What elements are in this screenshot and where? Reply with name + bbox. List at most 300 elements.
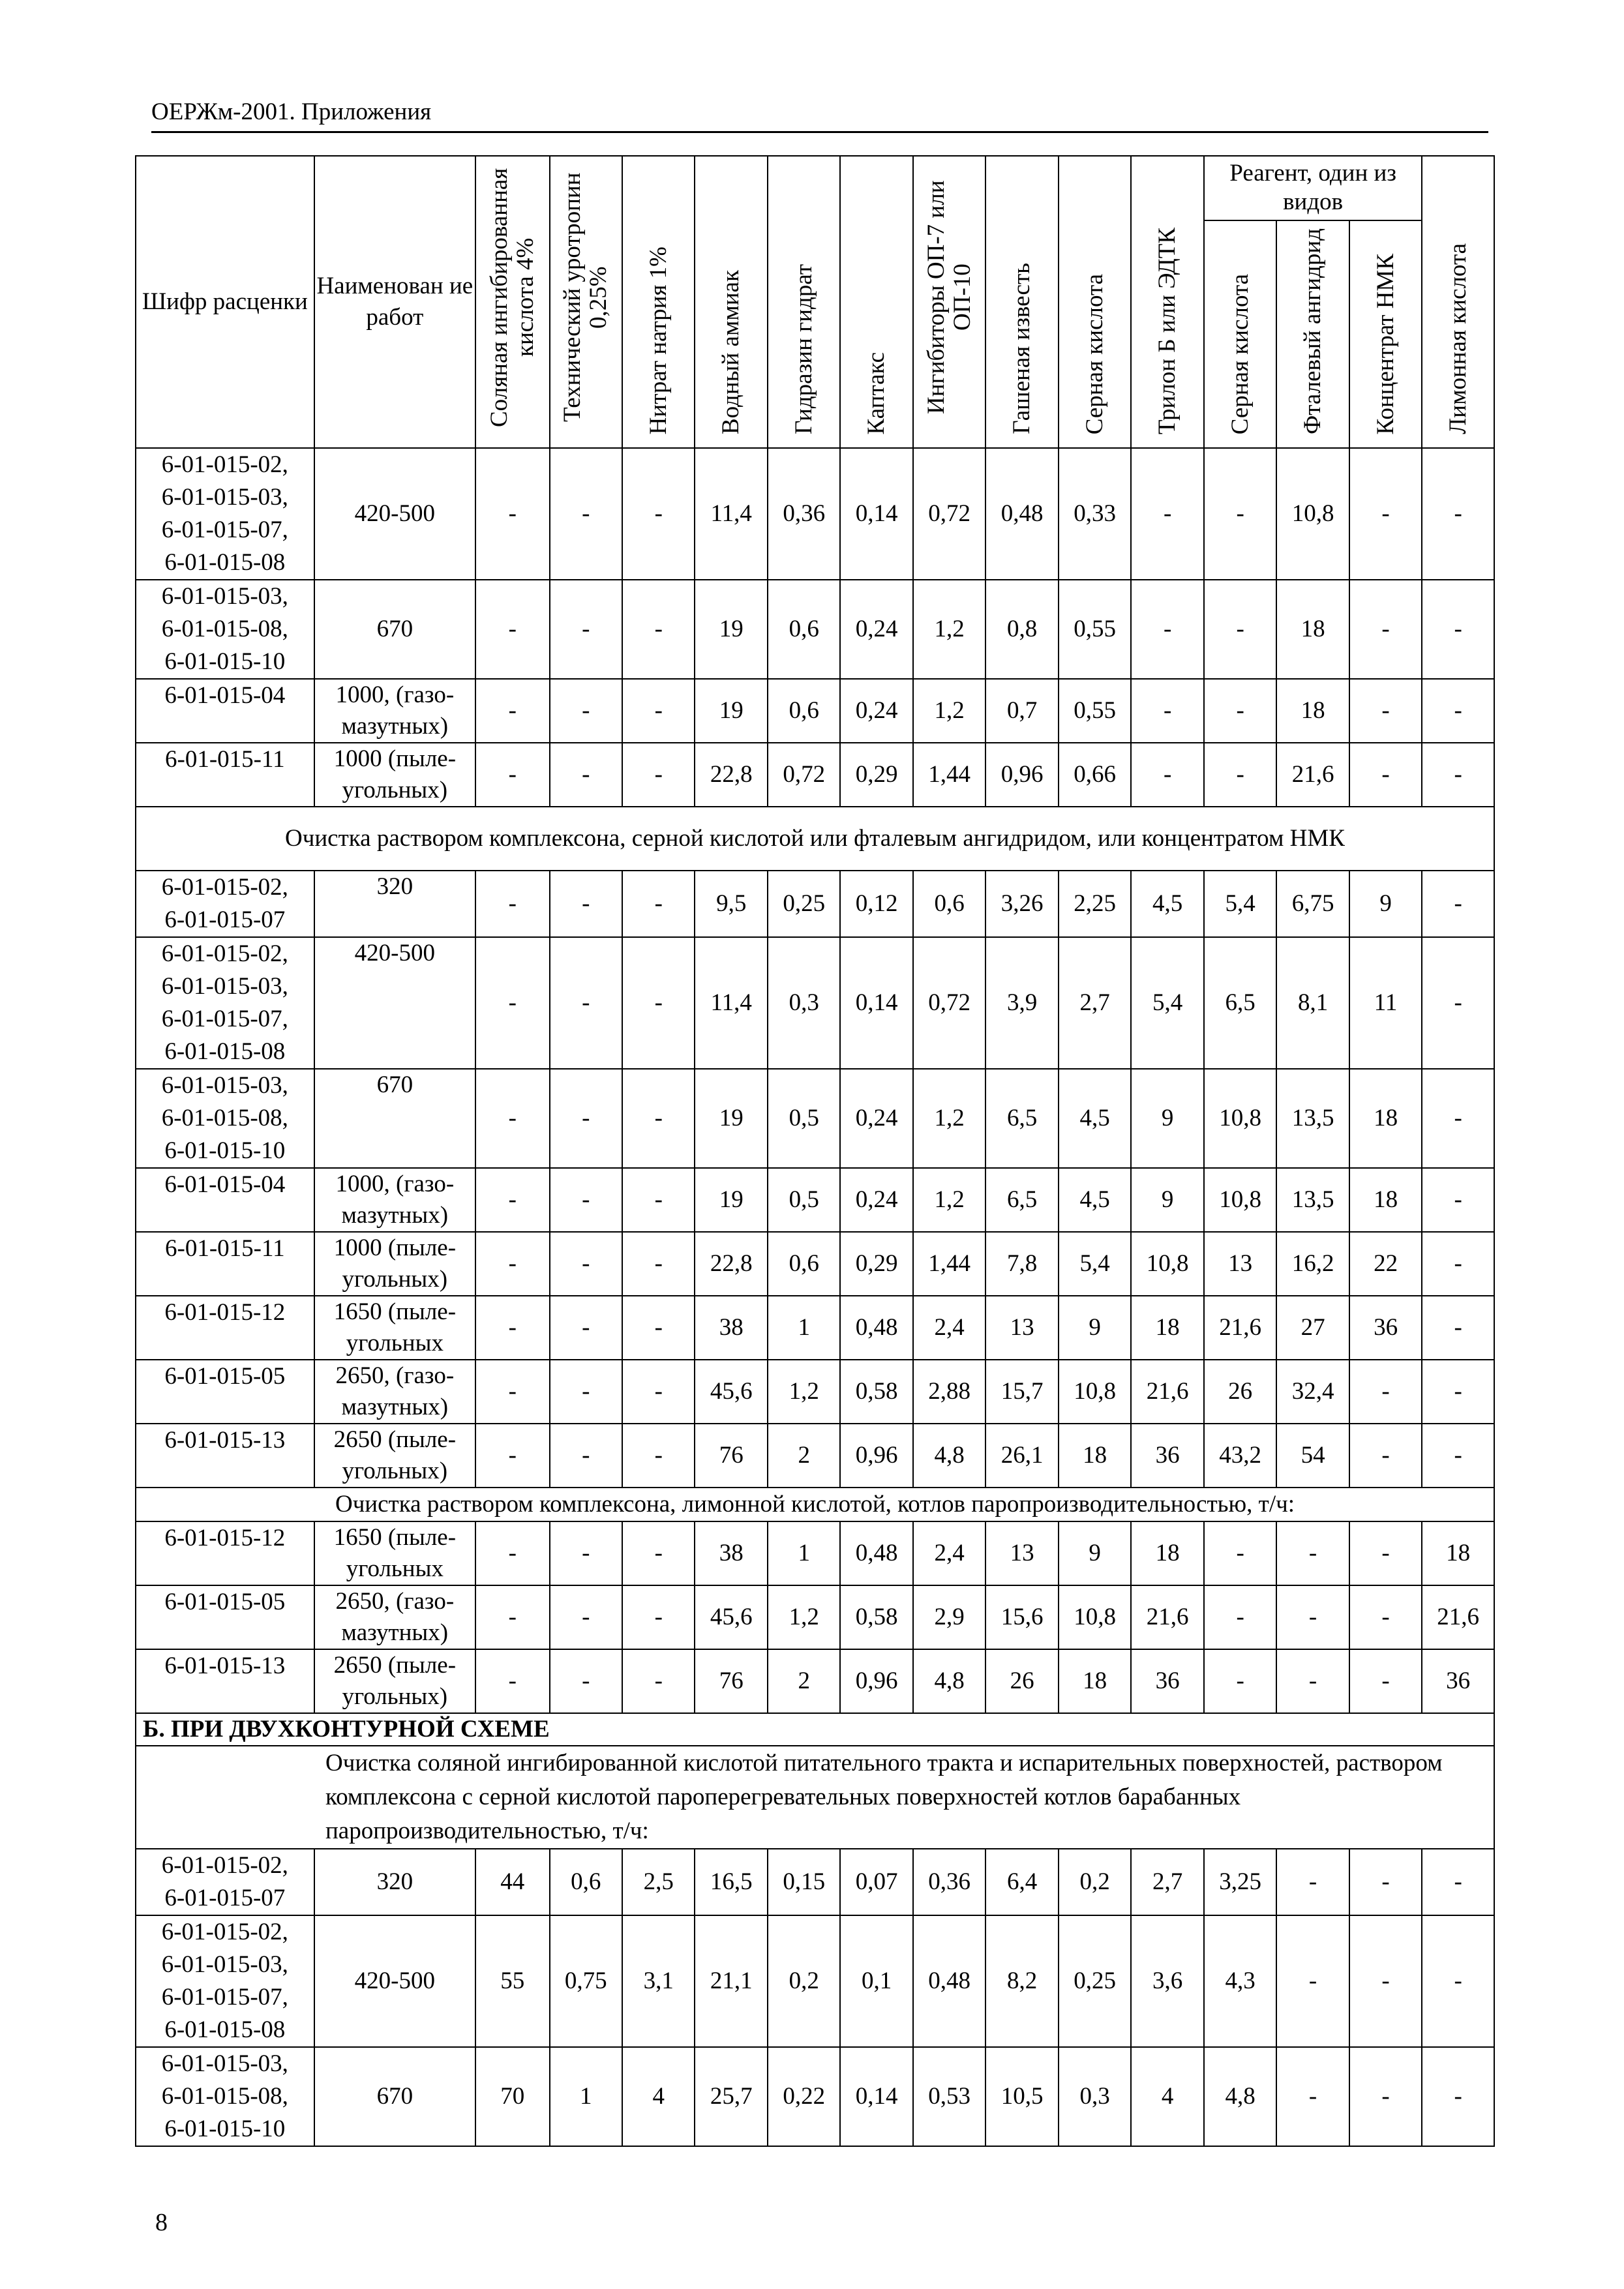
cell-value: -: [475, 1521, 550, 1585]
cell-value: 1,2: [768, 1585, 840, 1649]
cell-value: 18: [1276, 679, 1349, 743]
cell-value: 5,4: [1131, 937, 1203, 1069]
cell-value: -: [622, 1424, 695, 1488]
cell-value: 1,2: [913, 580, 985, 679]
cell-value: 27: [1276, 1296, 1349, 1360]
cell-value: 26,1: [985, 1424, 1058, 1488]
cell-value: 13: [985, 1521, 1058, 1585]
cell-value: 4,8: [913, 1424, 985, 1488]
cell-value: 15,6: [985, 1585, 1058, 1649]
cell-value: 0,29: [840, 1232, 912, 1296]
cell-work-name: 2650, (газо- мазутных): [314, 1585, 475, 1649]
cell-value: 16,5: [695, 1849, 767, 1915]
cell-value: 26: [1204, 1360, 1276, 1424]
table-row: [136, 1296, 1494, 1360]
cell-value: 70: [475, 2047, 550, 2146]
cell-value: -: [1422, 1360, 1494, 1424]
cell-value: 11,4: [695, 448, 767, 580]
cell-value: 1,2: [768, 1360, 840, 1424]
cell-value: 18: [1349, 1168, 1422, 1232]
cell-value: 21,6: [1131, 1585, 1203, 1649]
cell-value: 6,5: [1204, 937, 1276, 1069]
subheading-row: [136, 1746, 1494, 1849]
cell-value: 0,55: [1059, 679, 1131, 743]
cell-code: 6-01-015-03, 6-01-015-08, 6-01-015-10: [136, 1069, 314, 1168]
cell-code: 6-01-015-02, 6-01-015-03, 6-01-015-07, 6-01-015-08: [136, 1915, 314, 2047]
cell-value: 0,7: [985, 679, 1058, 743]
table-row: [136, 1849, 1494, 1915]
cell-code: 6-01-015-11: [136, 743, 314, 807]
cell-value: 0,29: [840, 743, 912, 807]
cell-value: 18: [1349, 1069, 1422, 1168]
cell-value: 0,33: [1059, 448, 1131, 580]
cell-value: -: [550, 448, 622, 580]
cell-code: 6-01-015-04: [136, 679, 314, 743]
cell-value: -: [1422, 1915, 1494, 2047]
cell-value: -: [1349, 1424, 1422, 1488]
cell-value: 6,4: [985, 1849, 1058, 1915]
subheading-text: Очистка раствором комплексона, серной кислотой или фталевым ангидридом, или концентратом НМК: [136, 807, 1494, 871]
cell-value: 13: [985, 1296, 1058, 1360]
cell-value: 10,8: [1276, 448, 1349, 580]
cell-value: 0,66: [1059, 743, 1131, 807]
cell-value: 36: [1131, 1649, 1203, 1713]
cell-value: 8,1: [1276, 937, 1349, 1069]
cell-value: -: [1422, 1424, 1494, 1488]
cell-code: 6-01-015-03, 6-01-015-08, 6-01-015-10: [136, 580, 314, 679]
cell-value: 19: [695, 679, 767, 743]
cell-value: 5,4: [1204, 871, 1276, 937]
cell-value: 0,14: [840, 937, 912, 1069]
cell-value: 0,24: [840, 1069, 912, 1168]
cell-value: -: [1349, 580, 1422, 679]
cell-code: 6-01-015-05: [136, 1360, 314, 1424]
running-header: ОЕРЖм-2001. Приложения: [151, 98, 432, 125]
cell-value: 3,25: [1204, 1849, 1276, 1915]
cell-value: -: [1422, 2047, 1494, 2146]
cell-code: 6-01-015-02, 6-01-015-03, 6-01-015-07, 6-01-015-08: [136, 448, 314, 580]
cell-value: -: [475, 1069, 550, 1168]
cell-value: -: [622, 1360, 695, 1424]
cell-value: -: [1276, 1649, 1349, 1713]
cell-value: 10,8: [1059, 1360, 1131, 1424]
cell-value: 0,14: [840, 448, 912, 580]
table-row: [136, 937, 1494, 1069]
cell-value: 4,8: [913, 1649, 985, 1713]
cell-value: -: [1204, 679, 1276, 743]
cell-value: -: [475, 448, 550, 580]
cell-value: 38: [695, 1296, 767, 1360]
cell-value: -: [1349, 2047, 1422, 2146]
cell-value: 2,5: [622, 1849, 695, 1915]
cell-value: 9,5: [695, 871, 767, 937]
cell-value: -: [1204, 1649, 1276, 1713]
cell-value: -: [1422, 679, 1494, 743]
cell-value: -: [1276, 2047, 1349, 2146]
header-inhibitors: Ингибиторы ОП-7 или ОП-10: [913, 156, 985, 448]
cell-value: 21,1: [695, 1915, 767, 2047]
cell-value: 0,72: [913, 448, 985, 580]
cell-code: 6-01-015-12: [136, 1521, 314, 1585]
header-group-sulfuric-acid: Серная кислота: [1204, 220, 1276, 448]
cell-value: 0,5: [768, 1168, 840, 1232]
section-title: Б. ПРИ ДВУХКОНТУРНОЙ СХЕМЕ: [136, 1713, 1494, 1746]
cell-value: -: [622, 448, 695, 580]
cell-value: 0,58: [840, 1585, 912, 1649]
cell-value: 0,36: [913, 1849, 985, 1915]
cell-value: 0,25: [1059, 1915, 1131, 2047]
cell-value: -: [550, 743, 622, 807]
cell-value: 18: [1131, 1521, 1203, 1585]
cell-value: 43,2: [1204, 1424, 1276, 1488]
table-row: [136, 448, 1494, 580]
cell-value: 1,2: [913, 1168, 985, 1232]
cell-value: -: [1349, 679, 1422, 743]
cell-value: 0,55: [1059, 580, 1131, 679]
cell-value: 26: [985, 1649, 1058, 1713]
table-row: [136, 1232, 1494, 1296]
cell-value: 0,36: [768, 448, 840, 580]
cell-value: 10,8: [1059, 1585, 1131, 1649]
cell-value: -: [1131, 448, 1203, 580]
cell-value: 36: [1349, 1296, 1422, 1360]
cell-value: 0,15: [768, 1849, 840, 1915]
cell-value: -: [1131, 679, 1203, 743]
cell-value: -: [475, 871, 550, 937]
cell-value: 10,8: [1204, 1069, 1276, 1168]
cell-value: 9: [1059, 1521, 1131, 1585]
cell-value: -: [550, 679, 622, 743]
cell-value: -: [622, 1296, 695, 1360]
cell-value: -: [1422, 871, 1494, 937]
cell-value: 18: [1059, 1649, 1131, 1713]
cell-value: 21,6: [1204, 1296, 1276, 1360]
cell-value: 4,5: [1059, 1069, 1131, 1168]
cell-value: 16,2: [1276, 1232, 1349, 1296]
cell-value: 4,3: [1204, 1915, 1276, 2047]
cell-value: 0,6: [550, 1849, 622, 1915]
cell-value: -: [1422, 743, 1494, 807]
cell-value: -: [1422, 580, 1494, 679]
cell-value: -: [1422, 1849, 1494, 1915]
cell-value: 0,6: [768, 1232, 840, 1296]
cell-value: -: [622, 1521, 695, 1585]
cell-value: 0,5: [768, 1069, 840, 1168]
cell-work-name: 670: [314, 580, 475, 679]
cell-value: 1: [768, 1521, 840, 1585]
cell-value: -: [1349, 1585, 1422, 1649]
cell-value: -: [1276, 1849, 1349, 1915]
cell-value: 18: [1059, 1424, 1131, 1488]
cell-value: 1: [768, 1296, 840, 1360]
cell-value: -: [1422, 1232, 1494, 1296]
cell-value: 0,72: [768, 743, 840, 807]
cell-value: -: [1276, 1521, 1349, 1585]
cell-work-name: 2650 (пыле- угольных): [314, 1424, 475, 1488]
cell-work-name: 420-500: [314, 1915, 475, 2047]
cell-value: 18: [1276, 580, 1349, 679]
cell-value: -: [550, 1168, 622, 1232]
cell-value: 10,5: [985, 2047, 1058, 2146]
cell-value: 0,48: [840, 1296, 912, 1360]
cell-value: 10,8: [1131, 1232, 1203, 1296]
cell-value: 19: [695, 1168, 767, 1232]
cell-value: 0,48: [840, 1521, 912, 1585]
cell-value: -: [622, 871, 695, 937]
table-row: [136, 1915, 1494, 2047]
cell-code: 6-01-015-04: [136, 1168, 314, 1232]
header-group-phthalic-anhydride: Фталевый ангидрид: [1276, 220, 1349, 448]
cell-value: 7,8: [985, 1232, 1058, 1296]
cell-value: 36: [1131, 1424, 1203, 1488]
cell-value: -: [550, 580, 622, 679]
cell-value: -: [622, 743, 695, 807]
cell-code: 6-01-015-13: [136, 1424, 314, 1488]
header-aqueous-ammonia: Водный аммиак: [695, 156, 767, 448]
cell-value: 3,6: [1131, 1915, 1203, 2047]
subheading-row: [136, 807, 1494, 871]
cell-value: 18: [1131, 1296, 1203, 1360]
cell-value: 8,2: [985, 1915, 1058, 2047]
cell-value: -: [550, 1296, 622, 1360]
cell-value: 5,4: [1059, 1232, 1131, 1296]
header-urotropin: Технический уротропин 0,25%: [550, 156, 622, 448]
cell-value: -: [1422, 1069, 1494, 1168]
cell-value: 0,53: [913, 2047, 985, 2146]
cell-value: 6,5: [985, 1069, 1058, 1168]
cell-work-name: 2650 (пыле- угольных): [314, 1649, 475, 1713]
cell-value: -: [1349, 1915, 1422, 2047]
header-citric-acid: Лимонная кислота: [1422, 156, 1494, 448]
cell-value: 1: [550, 2047, 622, 2146]
cell-value: 3,9: [985, 937, 1058, 1069]
cell-value: 0,6: [768, 580, 840, 679]
cell-work-name: 2650, (газо- мазутных): [314, 1360, 475, 1424]
cell-code: 6-01-015-03, 6-01-015-08, 6-01-015-10: [136, 2047, 314, 2146]
cell-value: 45,6: [695, 1585, 767, 1649]
header-reagent-group: Реагент, один из видов: [1204, 156, 1422, 220]
cell-value: -: [1204, 448, 1276, 580]
cell-code: 6-01-015-12: [136, 1296, 314, 1360]
cell-value: 9: [1059, 1296, 1131, 1360]
cell-value: -: [622, 937, 695, 1069]
subheading-text: Очистка раствором комплексона, лимонной кислотой, котлов паропроизводительностью, т/ч:: [136, 1488, 1494, 1521]
cell-value: -: [550, 1649, 622, 1713]
cell-value: 21,6: [1276, 743, 1349, 807]
cell-value: -: [475, 580, 550, 679]
cell-value: 11,4: [695, 937, 767, 1069]
cell-value: 0,96: [840, 1424, 912, 1488]
cell-value: 21,6: [1131, 1360, 1203, 1424]
cell-value: -: [550, 937, 622, 1069]
cell-value: 54: [1276, 1424, 1349, 1488]
cell-value: -: [475, 1168, 550, 1232]
cell-value: -: [622, 1649, 695, 1713]
cell-work-name: 670: [314, 1069, 475, 1168]
cell-value: -: [622, 1232, 695, 1296]
cell-value: 6,75: [1276, 871, 1349, 937]
cell-value: -: [550, 1424, 622, 1488]
cell-value: -: [1204, 1585, 1276, 1649]
header-sodium-nitrate: Нитрат натрия 1%: [622, 156, 695, 448]
cell-value: 13: [1204, 1232, 1276, 1296]
cell-work-name: 670: [314, 2047, 475, 2146]
cell-value: 0,24: [840, 679, 912, 743]
cell-value: 25,7: [695, 2047, 767, 2146]
cell-value: 0,48: [985, 448, 1058, 580]
cell-value: 0,96: [985, 743, 1058, 807]
cell-value: 13,5: [1276, 1069, 1349, 1168]
cell-value: 0,58: [840, 1360, 912, 1424]
cell-code: 6-01-015-11: [136, 1232, 314, 1296]
cell-value: -: [1349, 1360, 1422, 1424]
cell-value: 0,2: [768, 1915, 840, 2047]
cell-value: -: [622, 679, 695, 743]
cell-value: -: [622, 1069, 695, 1168]
cell-value: 4,5: [1131, 871, 1203, 937]
cell-value: -: [1131, 580, 1203, 679]
cell-value: -: [550, 871, 622, 937]
header-captax: Каптакс: [840, 156, 912, 448]
cell-value: -: [550, 1585, 622, 1649]
cell-value: 10,8: [1204, 1168, 1276, 1232]
cell-value: 9: [1349, 871, 1422, 937]
subheading-text: Очистка соляной ингибированной кислотой питательного тракта и испарительных поверхностей, раствором комплексона с серной кислотой пароперегревательных поверхностей котлов барабанных паропроизводительностью, т/ч:: [136, 1746, 1494, 1849]
cell-value: 4: [1131, 2047, 1203, 2146]
header-hydrazine-hydrate: Гидразин гидрат: [768, 156, 840, 448]
cell-value: 2,88: [913, 1360, 985, 1424]
cell-value: 44: [475, 1849, 550, 1915]
cell-value: -: [1131, 743, 1203, 807]
cell-value: 0,96: [840, 1649, 912, 1713]
cell-work-name: 1000 (пыле- угольных): [314, 1232, 475, 1296]
cell-value: -: [1422, 1168, 1494, 1232]
cell-work-name: 420-500: [314, 448, 475, 580]
cell-value: 76: [695, 1649, 767, 1713]
cell-value: 1,44: [913, 743, 985, 807]
cell-value: -: [1422, 1296, 1494, 1360]
cell-value: 0,07: [840, 1849, 912, 1915]
cell-value: 13,5: [1276, 1168, 1349, 1232]
header-group-nmk-concentrate: Концентрат НМК: [1349, 220, 1422, 448]
cell-value: -: [475, 937, 550, 1069]
cell-work-name: 420-500: [314, 937, 475, 1069]
cell-value: -: [550, 1069, 622, 1168]
cell-work-name: 1000, (газо- мазутных): [314, 679, 475, 743]
cell-work-name: 1000, (газо- мазутных): [314, 1168, 475, 1232]
cell-value: -: [550, 1232, 622, 1296]
cell-value: 0,6: [913, 871, 985, 937]
cell-value: 0,25: [768, 871, 840, 937]
cell-code: 6-01-015-02, 6-01-015-03, 6-01-015-07, 6-01-015-08: [136, 937, 314, 1069]
cell-value: 0,24: [840, 1168, 912, 1232]
cell-work-name: 1650 (пыле- угольных: [314, 1521, 475, 1585]
cell-value: 6,5: [985, 1168, 1058, 1232]
cell-work-name: 1650 (пыле- угольных: [314, 1296, 475, 1360]
subheading-row: [136, 1488, 1494, 1521]
page-number: 8: [155, 2209, 168, 2236]
table-row: [136, 2047, 1494, 2146]
cell-value: -: [1204, 743, 1276, 807]
cell-value: 45,6: [695, 1360, 767, 1424]
cell-value: 1,44: [913, 1232, 985, 1296]
cell-value: -: [1422, 448, 1494, 580]
cell-value: 4: [622, 2047, 695, 2146]
cell-value: -: [475, 1424, 550, 1488]
cell-value: -: [475, 743, 550, 807]
reagent-norms-table: [135, 155, 1495, 2147]
cell-code: 6-01-015-02, 6-01-015-07: [136, 871, 314, 937]
cell-value: 3,1: [622, 1915, 695, 2047]
cell-value: 22: [1349, 1232, 1422, 1296]
section-row: [136, 1713, 1494, 1746]
cell-work-name: 320: [314, 871, 475, 937]
cell-code: 6-01-015-13: [136, 1649, 314, 1713]
cell-value: -: [1204, 1521, 1276, 1585]
cell-value: -: [475, 1585, 550, 1649]
cell-value: 11: [1349, 937, 1422, 1069]
table-row: [136, 1521, 1494, 1585]
cell-value: 0,75: [550, 1915, 622, 2047]
header-trilon: Трилон Б или ЭДТК: [1131, 156, 1203, 448]
cell-value: -: [1349, 1649, 1422, 1713]
cell-value: 0,22: [768, 2047, 840, 2146]
cell-value: 1,2: [913, 1069, 985, 1168]
cell-value: 2: [768, 1649, 840, 1713]
cell-value: 1,2: [913, 679, 985, 743]
cell-value: 2,4: [913, 1296, 985, 1360]
cell-value: 21,6: [1422, 1585, 1494, 1649]
table-row: [136, 1069, 1494, 1168]
cell-value: 0,14: [840, 2047, 912, 2146]
cell-work-name: 320: [314, 1849, 475, 1915]
cell-value: 22,8: [695, 1232, 767, 1296]
cell-value: 19: [695, 580, 767, 679]
cell-value: -: [475, 1649, 550, 1713]
cell-value: -: [475, 679, 550, 743]
cell-value: 19: [695, 1069, 767, 1168]
cell-value: 0,12: [840, 871, 912, 937]
cell-value: -: [1422, 937, 1494, 1069]
cell-code: 6-01-015-05: [136, 1585, 314, 1649]
cell-value: 0,3: [768, 937, 840, 1069]
cell-value: 2,7: [1059, 937, 1131, 1069]
cell-value: -: [622, 1168, 695, 1232]
cell-value: 0,1: [840, 1915, 912, 2047]
cell-value: 0,72: [913, 937, 985, 1069]
table-row: [136, 580, 1494, 679]
table-row: [136, 871, 1494, 937]
cell-value: -: [622, 580, 695, 679]
cell-value: -: [1349, 448, 1422, 580]
table-row: [136, 1649, 1494, 1713]
header-hydrochloric-acid: Соляная ингибированная кислота 4%: [475, 156, 550, 448]
cell-value: 2,9: [913, 1585, 985, 1649]
cell-value: 0,24: [840, 580, 912, 679]
cell-value: -: [622, 1585, 695, 1649]
cell-value: -: [550, 1360, 622, 1424]
header-rule: [151, 131, 1488, 133]
cell-value: -: [1349, 1849, 1422, 1915]
cell-value: -: [475, 1296, 550, 1360]
table-row: [136, 679, 1494, 743]
cell-value: 2,4: [913, 1521, 985, 1585]
cell-value: 2: [768, 1424, 840, 1488]
cell-value: 32,4: [1276, 1360, 1349, 1424]
cell-value: 76: [695, 1424, 767, 1488]
table-row: [136, 1424, 1494, 1488]
cell-value: 0,6: [768, 679, 840, 743]
